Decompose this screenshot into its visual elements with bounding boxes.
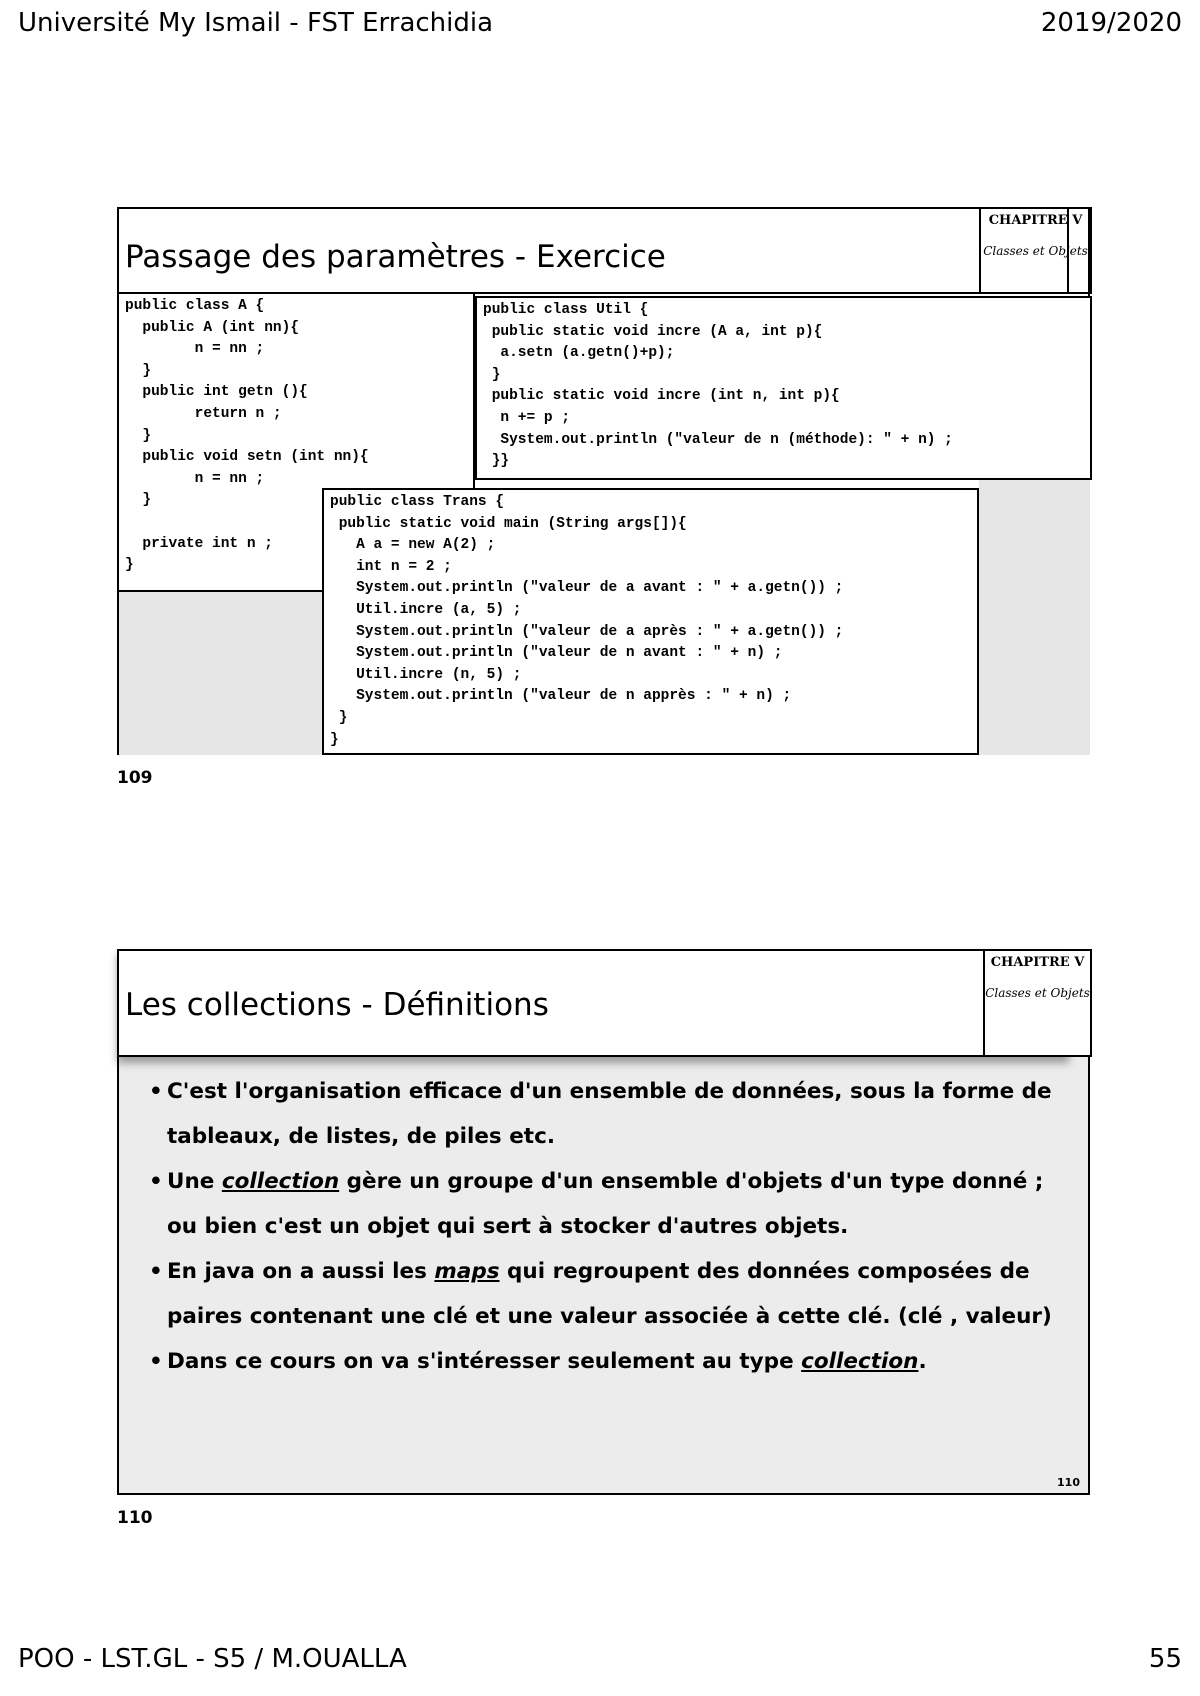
chapter-subtitle: Classes et Objets <box>983 244 1088 258</box>
gray-area-right <box>979 479 1090 755</box>
bullet-1 <box>149 1069 1069 1159</box>
bullet-2 <box>149 1159 1069 1249</box>
bullet-4-term: collection <box>801 1349 919 1374</box>
slide-title-box <box>117 207 1069 294</box>
slide-inner-number: 110 <box>1057 1476 1080 1489</box>
chapter-label: CHAPITRE V <box>990 955 1085 970</box>
gray-area-left <box>119 591 324 755</box>
footer-course: POO - LST.GL - S5 / M.OUALLA <box>18 1644 407 1674</box>
chapter-label: CHAPITRE V <box>988 213 1083 228</box>
chapter-box <box>979 207 1092 294</box>
bullet-4-pre: Dans ce cours on va s'intéresser seulement au type <box>167 1349 802 1374</box>
slide-title-box <box>117 949 1069 1057</box>
bullet-2-post: gère un groupe d'un ensemble d'objets d'un type donné ; ou bien c'est un objet qui sert à stocker d'autres objets. <box>167 1169 1044 1239</box>
bullet-4-post: . <box>918 1349 927 1374</box>
bullet-4 <box>149 1339 1069 1384</box>
bullet-2-pre: Une <box>167 1169 222 1194</box>
code-class-trans: public class Trans { public static void main (String args[]){ A a = new A(2) ; int n = 2 ; System.out.println ("valeur de a avant : " + a.getn()) ; Util.incre (a, 5) ; System.out.println ("valeur de a après : " + a.getn()) ; System.out.println ("valeur de n avant : " + n) ; Util.incre (n, 5) ; System.out.println ("valeur de n apprès : " + n) ; } } <box>322 488 979 755</box>
footer-page-number: 55 <box>1148 1644 1182 1674</box>
bullet-3-pre: En java on a aussi les <box>167 1259 435 1284</box>
slide-title: Passage des paramètres - Exercice <box>125 239 666 275</box>
bullet-2-term: collection <box>221 1169 340 1194</box>
bullet-list <box>149 1069 1069 1384</box>
slide-title: Les collections - Définitions <box>125 987 549 1023</box>
bullet-1-text: C'est l'organisation efficace d'un ensemble de données, sous la forme de tableaux, de listes, de piles etc. <box>167 1079 1052 1149</box>
page-number-110: 110 <box>117 1508 153 1528</box>
chapter-subtitle: Classes et Objets <box>985 986 1090 1000</box>
bullet-3-post: qui regroupent des données composées de paires contenant une clé et une valeur associée à cette clé. (clé , valeur) <box>167 1259 1052 1329</box>
header-university: Université My Ismail - FST Errachidia <box>18 8 494 38</box>
page-number-109: 109 <box>117 768 153 788</box>
slide-109 <box>117 207 1090 755</box>
chapter-box <box>983 949 1092 1057</box>
bullet-3 <box>149 1249 1069 1339</box>
code-class-a: public class A { public A (int nn){ n = nn ; } public int getn (){ return n ; } public void setn (int nn){ n = nn ; } private int n ; } <box>117 292 475 592</box>
code-class-util: public class Util { public static void incre (A a, int p){ a.setn (a.getn()+p); } public static void incre (int n, int p){ n += p ; System.out.println ("valeur de n (méthode): " + n) ; }} <box>475 296 1092 480</box>
bullet-3-term: maps <box>434 1259 500 1284</box>
header-year: 2019/2020 <box>1040 8 1182 38</box>
slide-110 <box>117 949 1090 1495</box>
